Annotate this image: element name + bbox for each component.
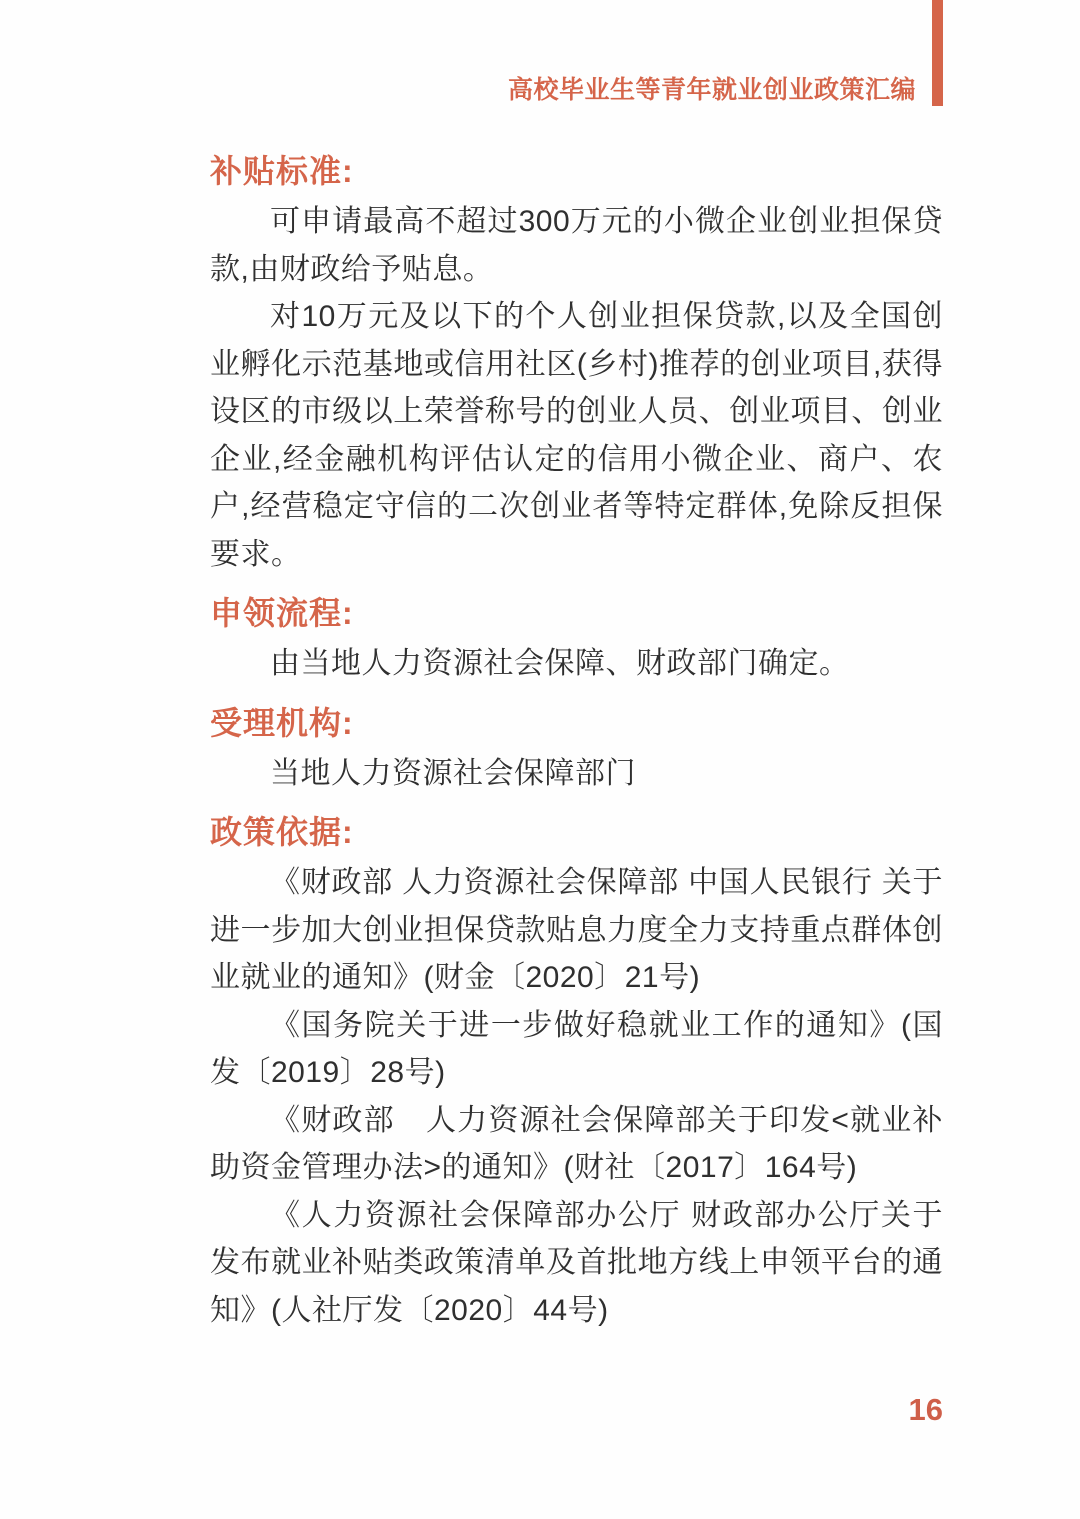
section-accepting-agency	[210, 699, 943, 798]
header-title: 高校毕业生等青年就业创业政策汇编	[507, 76, 916, 104]
section-application-process	[210, 589, 943, 688]
paragraph: 可申请最高不超过300万元的小微企业创业担保贷款,由财政给予贴息。	[210, 205, 943, 286]
section-heading: 受理机构:	[210, 704, 354, 741]
section-heading: 申领流程:	[210, 595, 354, 631]
section-heading: 补贴标准:	[210, 153, 354, 189]
header-accent-bar	[932, 0, 943, 106]
section-subsidy-standard	[210, 147, 943, 578]
paragraph: 对10万元及以下的个人创业担保贷款,以及全国创业孵化示范基地或信用社区(乡村)推荐的创业项目,获得设区的市级以上荣誉称号的创业人员、创业项目、创业企业,经金融机构评估认定的信用小微企业、商户、农户,经营稳定守信的二次创业者等特定群体,免除反担保要求。	[210, 300, 943, 571]
paragraph: 《财政部 人力资源社会保障部关于印发<就业补助资金管理办法>的通知》(财社〔2017〕164号)	[210, 1103, 943, 1184]
paragraph: 《人力资源社会保障部办公厅 财政部办公厅关于发布就业补贴类政策清单及首批地方线上申领平台的通知》(人社厅发〔2020〕44号)	[210, 1198, 943, 1327]
paragraph: 《财政部 人力资源社会保障部 中国人民银行 关于进一步加大创业担保贷款贴息力度全力支持重点群体创业就业的通知》(财金〔2020〕21号)	[210, 866, 943, 994]
section-policy-basis	[210, 808, 943, 1334]
page-content	[210, 147, 943, 1334]
section-heading: 政策依据:	[210, 814, 354, 850]
paragraph: 由当地人力资源社会保障、财政部门确定。	[270, 647, 850, 680]
paragraph: 当地人力资源社会保障部门	[270, 756, 636, 790]
paragraph: 《国务院关于进一步做好稳就业工作的通知》(国发〔2019〕28号)	[210, 1008, 943, 1089]
page-number: 16	[908, 1392, 943, 1427]
